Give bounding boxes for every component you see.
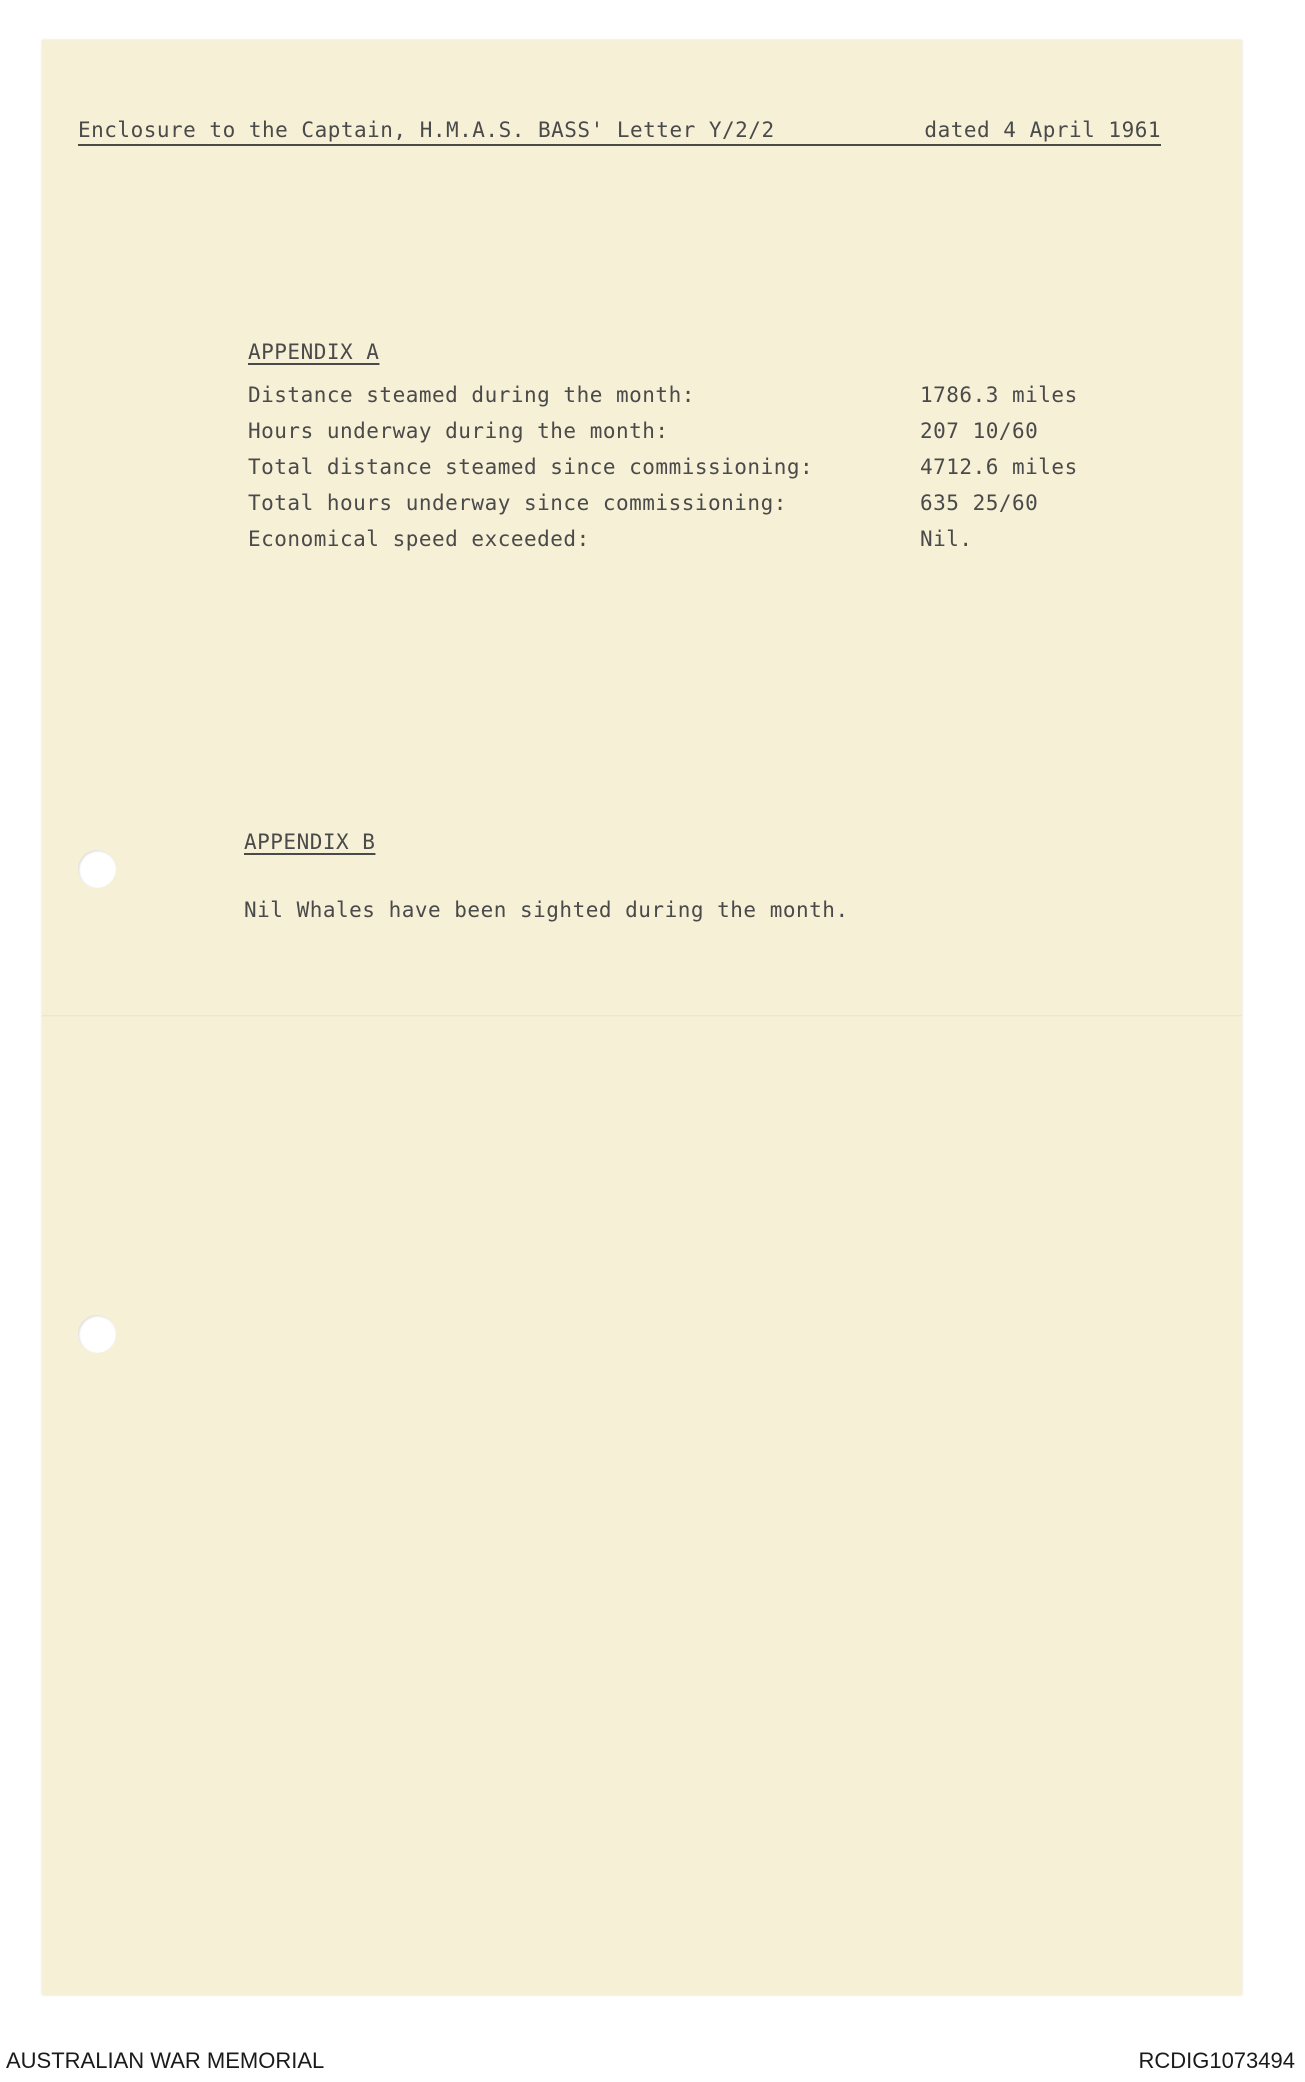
appendix-a-row	[248, 527, 1148, 563]
document-page	[42, 40, 1242, 1995]
row-value: 207 10/60	[920, 419, 1039, 443]
punch-hole-top	[78, 850, 116, 888]
row-value: 4712.6 miles	[920, 455, 1078, 479]
row-label: Distance steamed during the month:	[248, 383, 695, 407]
row-label: Total hours underway since commissioning:	[248, 491, 787, 515]
enclosure-date: dated 4 April 1961	[924, 118, 1161, 142]
appendix-a-row	[248, 383, 1148, 419]
enclosure-header	[78, 118, 1161, 146]
row-label: Economical speed exceeded:	[248, 527, 590, 551]
appendix-a-row	[248, 419, 1148, 455]
footer-institution: AUSTRALIAN WAR MEMORIAL	[6, 2048, 325, 2073]
appendix-a-row	[248, 455, 1148, 491]
appendix-b-title: APPENDIX B	[244, 830, 376, 854]
appendix-b-text: Nil Whales have been sighted during the month.	[244, 898, 849, 922]
enclosure-reference: Enclosure to the Captain, H.M.A.S. BASS' Letter Y/2/2	[78, 118, 775, 142]
appendix-a-row	[248, 491, 1148, 527]
row-value: Nil.	[920, 527, 973, 551]
appendix-a-title: APPENDIX A	[248, 340, 380, 364]
row-value: 635 25/60	[920, 491, 1039, 515]
punch-hole-bottom	[78, 1315, 116, 1353]
footer-record-id: RCDIG1073494	[1138, 2048, 1295, 2073]
row-value: 1786.3 miles	[920, 383, 1078, 407]
appendix-a-table	[248, 383, 1148, 563]
page-fold	[42, 1015, 1242, 1017]
row-label: Hours underway during the month:	[248, 419, 669, 443]
row-label: Total distance steamed since commissioning:	[248, 455, 814, 479]
